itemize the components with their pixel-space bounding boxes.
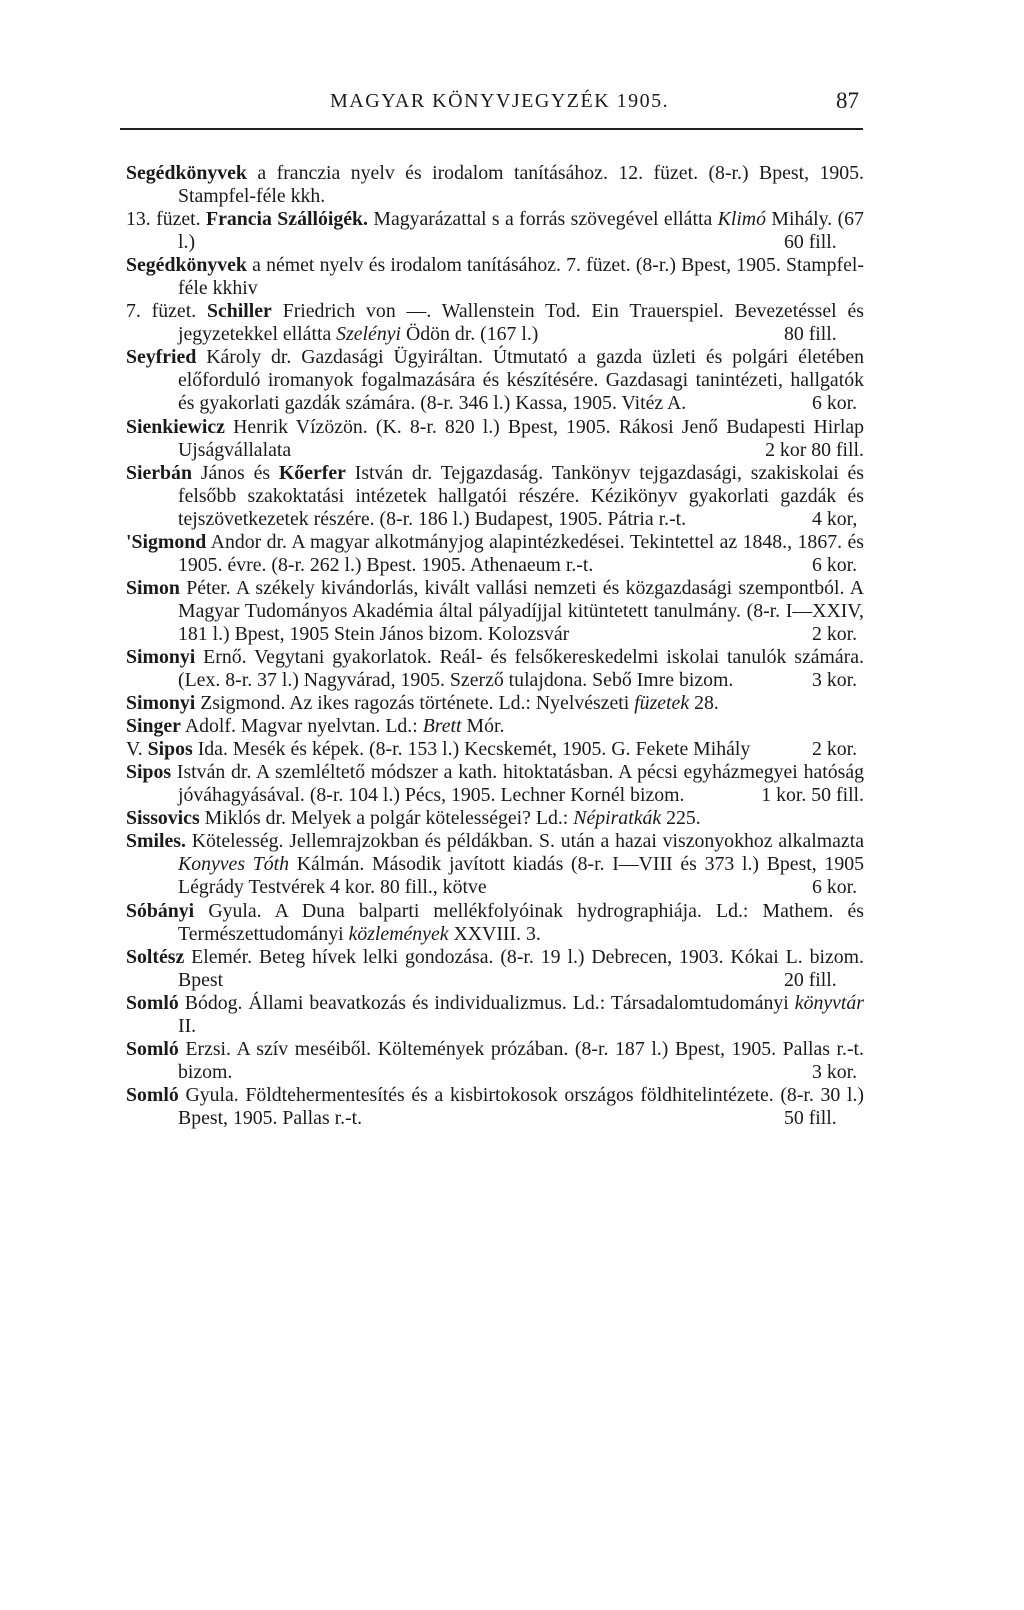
sub-text: Magyarázattal s a forrás szövegével ellátta [373,208,713,231]
entry-text: Kötelesség. Jellemrajzokban és példákban. S. után a hazai viszonyokhoz alkalmazta [191,830,864,853]
entry-text-2: 225. [666,807,701,830]
entry-price: 20 fill. [783,968,837,991]
entry-lead: 'Sigmond [126,530,207,553]
entry-italic-ref: füzetek [634,692,690,715]
sub-text-2: Mihály. (67 l.) [178,208,864,254]
entry-lead: Somló [126,1037,179,1060]
entry-soltesz [126,946,864,992]
bibliography-list [126,162,864,1130]
entry-text: a német nyelv és irodalom tanításához. 7. füzet. (8-r.) Bpest, 1905. Stampfel-féle kkhiv [178,254,865,300]
sub-text-2: Ödön dr. (167 l.) [405,323,539,346]
entry-text-2: Mór. [466,715,505,738]
entry-lead: Seyfried [126,346,197,369]
entry-text-2: XXVIII. 3. [453,922,541,945]
entry-sipos-istvan [126,761,864,807]
sub-title: Francia Szállóigék. [205,208,368,231]
entry-lead: Sienkiewicz [126,415,225,438]
entry-price: 50 fill. [783,1106,837,1129]
entry-text: Adolf. Magvar nyelvtan. Ld.: [184,715,418,738]
entry-text-2: Kálmán. Második javított kiadás (8-r. I—VIII és 373 l.) Bpest, 1905 Légrády Testvérek 4 kor. 80 fill., kötve [178,853,864,899]
entry-lead-2: Kőerfer [278,461,346,484]
entry-somlo-bodog [126,992,864,1038]
entry-somlo-erzsi: Somló Erzsi. A szív meséiből. Költemények prózában. (8-r. 187 l.) Bpest, 1905. Pallas r.-t. bizom. 3 kor. [126,1037,864,1083]
entry-lead: Somló [126,1083,179,1106]
entry-italic-ref: Brett [422,715,462,738]
entry-simonyi-zsigmond [126,692,864,715]
entry-lead: Sipos [147,738,193,761]
entry-lead: Segédkönyvek [126,162,247,184]
entry-lead: Sóbányi [126,899,195,922]
entry-text: István dr. A szemléltető módszer a kath. hitoktatásban. A pécsi egyházmegyei hatóság jóváhagyásával. (8-r. 104 l.) Pécs, 1905. Lechner Kornél bizom. [176,761,865,807]
entry-lead: Simonyi [126,692,196,715]
entry-text: Erzsi. A szív meséiből. Költemények prózában. (8-r. 187 l.) Bpest, 1905. Pallas r.-t. bizom. [178,1037,864,1083]
entry-price: 60 fill. [783,231,837,254]
entry-simon-peter: Simon Péter. A székely kivándorlás, kivált vallási nemzeti és közgazdasági szempontból. A Magyar Tudományos Akadémia által pályadíjjal kitüntetett tanulmány. (8-r. I—XXIV, 181 l.) Bpest, 1905 Stein János bizom. Kolozsvár 2 kor. [126,576,864,645]
entry-text: Ida. Mesék és képek. (8-r. 153 l.) Kecskemét, 1905. G. Fekete Mihály [197,738,751,761]
entry-segedkonyvek-franczia [126,162,864,254]
entry-text: Elemér. Beteg hívek lelki gondozása. (8-r. 19 l.) Debrecen, 1903. Kókai L. bizom. Bpest [178,945,865,991]
entry-lead: Singer [126,715,181,738]
entry-lead: Sierbán [126,461,192,484]
entry-price: 2 kor 80 fill. [765,438,864,461]
entry-lead: Soltész [126,945,185,968]
entry-text: Péter. A székely kivándorlás, kivált vallási nemzeti és közgazdasági szempontból. A Magyar Tudományos Akadémia által pályadíjjal kitüntetett tanulmány. (8-r. I—XXIV, 181 l.) Bpest, 1905 Stein János bizom. Kolozsvár [178,576,864,645]
entry-sobanyi [126,900,864,946]
entry-sierban: Sierbán János és Kőerfer István dr. Tejgazdaság. Tankönyv tejgazdasági, szakiskolai és felsőbb szakoktatási intézetek hallgatói részére. Kézikönyv gyakorlati gazdák és tejszövetkezetek részére. (8-r. 186 l.) Budapest, 1905. Pátria r.-t. 4 kor, [126,461,865,530]
entry-lead: Simonyi [126,645,196,668]
entry-text: Andor dr. A magyar alkotmányjog alapintézkedései. Tekintettel az 1848., 1867. és 1905. évre. (8-r. 262 l.) Bpest. 1905. Athenaeum r.-t. [178,530,864,576]
entry-simonyi-erno: Simonyi Ernő. Vegytani gyakorlatok. Reál- és felsőkereskedelmi iskolai tanulók számára. (Lex. 8-r. 37 l.) Nagyvárad, 1905. Szerző tulajdona. Sebő Imre bizom. 3 kor. [126,645,864,692]
entry-italic-ref: Konyves Tóth [178,853,290,876]
entry-somlo-gyula [126,1084,864,1130]
entry-price: 80 fill. [783,323,837,346]
entry-smiles: Smiles. Kötelesség. Jellemrajzokban és példákban. S. után a hazai viszonyokhoz alkalmazta Konyves Tóth Kálmán. Második javított kiadás (8-r. I—VIII és 373 l.) Bpest, 1905 Légrády Testvérek 4 kor. 80 fill., kötve 6 kor. [126,830,864,899]
sub-prefix: 7. füzet. [126,300,197,323]
entry-text-2: 28. [694,692,719,715]
entry-text: Miklós dr. Melyek a polgár kötelességei? Ld.: [204,807,569,830]
entry-sienkiewicz [126,416,864,462]
page-header [0,90,1024,124]
entry-text: Ernő. Vegytani gyakorlatok. Reál- és felsőkereskedelmi iskolai tanulók számára. (Lex. 8-r. 37 l.) Nagyvárad, 1905. Szerző tulajdona. Sebő Imre bizom. [178,645,864,692]
entry-text: Zsigmond. Az ikes ragozás története. Ld.: Nyelvészeti [200,692,630,715]
sub-prefix: 13. füzet. [126,208,201,231]
entry-seyfried: Seyfried Károly dr. Gazdasági Ügyiráltan. Útmutató a gazda üzleti és polgári életében előforduló iromanyok fogalmazására és készítésére. Gazdasagi tanintézeti, hallgatók és gyakorlati gazdák számára. (8-r. 346 l.) Kassa, 1905. Vitéz A. 6 kor. [126,346,864,415]
entry-prefix: V. [126,738,143,761]
entry-price: 1 kor. 50 fill. [761,784,864,807]
entry-italic-ref: közlemények [348,922,449,945]
entry-text: Gyula. Földtehermentesítés és a kisbirtokosok országos földhitelintézete. (8-r. 30 l.) Bpest, 1905. Pallas r.-t. [178,1083,864,1129]
sub-author: Klimó [717,208,766,231]
entry-text: Gyula. A Duna balparti mellékfolyóinak hydrographiája. Ld.: Mathem. és Természettudományi [178,899,864,945]
header-rule [120,128,863,130]
entry-text: a franczia nyelv és irodalom tanításához. 12. füzet. (8-r.) Bpest, 1905. Stampfel-féle kkh. [178,162,864,208]
entry-text: Bódog. Állami beavatkozás és individualizmus. Ld.: Társadalomtudományi [184,991,789,1014]
entry-singer [126,715,864,738]
entry-lead: Segédkönyvek [126,254,247,277]
entry-sigmond: 'Sigmond Andor dr. A magyar alkotmányjog alapintézkedései. Tekintettel az 1848., 1867. és 1905. évre. (8-r. 262 l.) Bpest. 1905. Athenaeum r.-t. 6 kor. [126,530,864,576]
sub-text: Friedrich von —. Wallenstein Tod. Ein Trauerspiel. Bevezetéssel és jegyzetekkel ellátta [178,300,864,346]
entry-lead: Simon [126,576,180,599]
sub-author: Szelényi [336,323,401,346]
entry-lead: Smiles. [126,830,186,853]
entry-text-2: István dr. Tejgazdaság. Tankönyv tejgazdasági, szakiskolai és felsőbb szakoktatási intézetek hallgatói részére. Kézikönyv gyakorlati gazdák és tejszövetkezetek részére. (8-r. 186 l.) Budapest, 1905. Pátria r.-t. [178,461,865,530]
entry-text: Henrik Vízözön. (K. 8-r. 820 l.) Bpest, 1905. Rákosi Jenő Budapesti Hirlap Ujságvállalata [178,415,864,461]
sub-title: Schiller [207,300,272,323]
page-number: 87 [836,88,859,113]
entry-sipos-ida: V. Sipos Ida. Mesék és képek. (8-r. 153 l.) Kecskemét, 1905. G. Fekete Mihály 2 kor. [126,738,858,761]
entry-lead: Sipos [126,761,172,784]
running-head: MAGYAR KÖNYVJEGYZÉK 1905. [330,90,670,112]
entry-text: Károly dr. Gazdasági Ügyiráltan. Útmutató a gazda üzleti és polgári életében előforduló iromanyok fogalmazására és készítésére. Gazdasagi tanintézeti, hallgatók és gyakorlati gazdák számára. (8-r. 346 l.) Kassa, 1905. Vitéz A. [178,346,864,415]
entry-text: János és [200,461,271,484]
entry-text-2: II. [178,1014,197,1037]
entry-italic-ref: Népiratkák [573,807,662,830]
entry-italic-ref: könyvtár [794,991,865,1014]
entry-lead: Somló [126,991,179,1014]
entry-sissovics [126,807,864,830]
entry-lead: Sissovics [126,807,200,830]
entry-segedkonyvek-nemet [126,254,864,346]
